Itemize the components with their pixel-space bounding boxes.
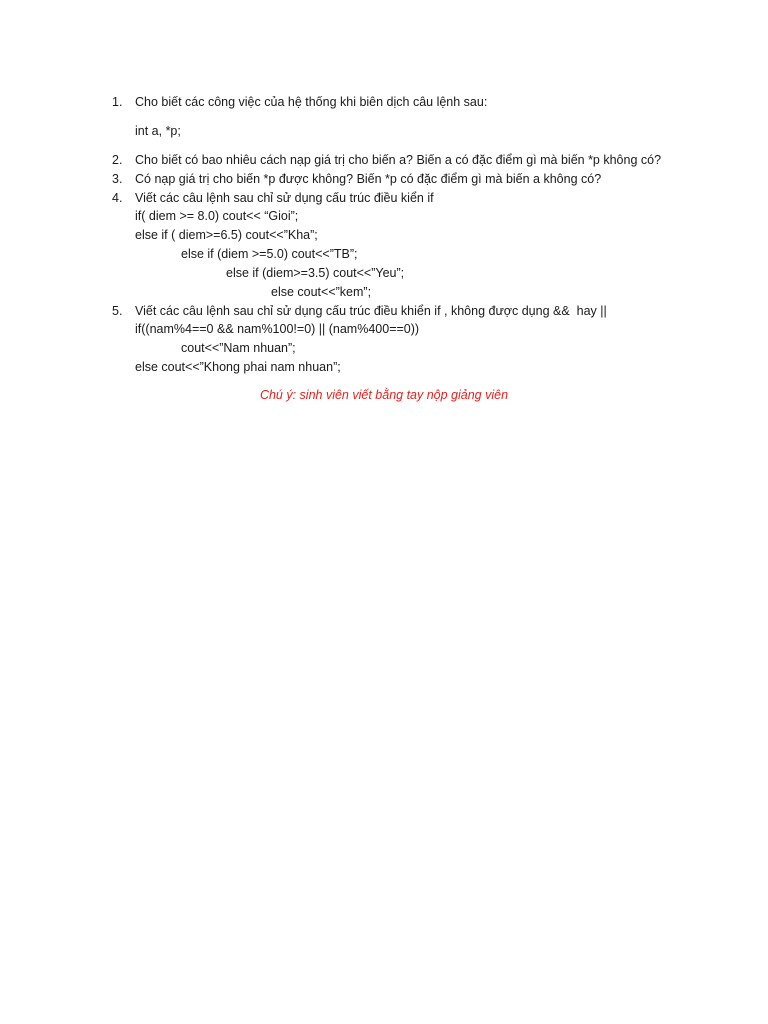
item-4-code-line-2: else if ( diem>=6.5) cout<<”Kha”; <box>135 228 318 242</box>
item-5-code-line-2: cout<<”Nam nhuan”; <box>181 341 296 355</box>
item-2-question: Cho biết có bao nhiêu cách nạp giá trị cho biến a? Biến a có đặc điểm gì mà biến *p không có? <box>135 153 662 167</box>
item-4-code-line-1: if( diem >= 8.0) cout<< “Gioi”; <box>135 209 299 223</box>
handwritten-submission-note: Chú ý: sinh viên viết bằng tay nộp giảng viên <box>259 388 509 402</box>
item-4-question: Viết các câu lệnh sau chỉ sử dụng cấu trúc điều kiển if <box>135 191 434 205</box>
item-2-number: 2. <box>112 153 123 167</box>
item-3-question: Có nạp giá trị cho biến *p được không? Biến *p có đặc điểm gì mà biến a không có? <box>135 172 602 186</box>
item-3-number: 3. <box>112 172 123 186</box>
item-4-code-line-3: else if (diem >=5.0) cout<<”TB”; <box>181 247 358 261</box>
item-5-code-line-1: if((nam%4==0 && nam%100!=0) || (nam%400==0)) <box>135 322 420 336</box>
item-5-code-line-3: else cout<<”Khong phai nam nhuan”; <box>135 360 341 374</box>
item-4-number: 4. <box>112 191 123 205</box>
item-1-question: Cho biết các công việc của hệ thống khi biên dịch câu lệnh sau: <box>135 95 488 109</box>
item-4-code-line-5: else cout<<”kem”; <box>271 285 372 299</box>
item-1-code: int a, *p; <box>135 124 181 138</box>
item-4-code-line-4: else if (diem>=3.5) cout<<”Yeu”; <box>226 266 405 280</box>
item-5-number: 5. <box>112 304 123 318</box>
item-1-number: 1. <box>112 95 123 109</box>
item-5-question: Viết các câu lệnh sau chỉ sử dụng cấu trúc điều khiển if , không được dụng && hay || <box>135 304 607 318</box>
